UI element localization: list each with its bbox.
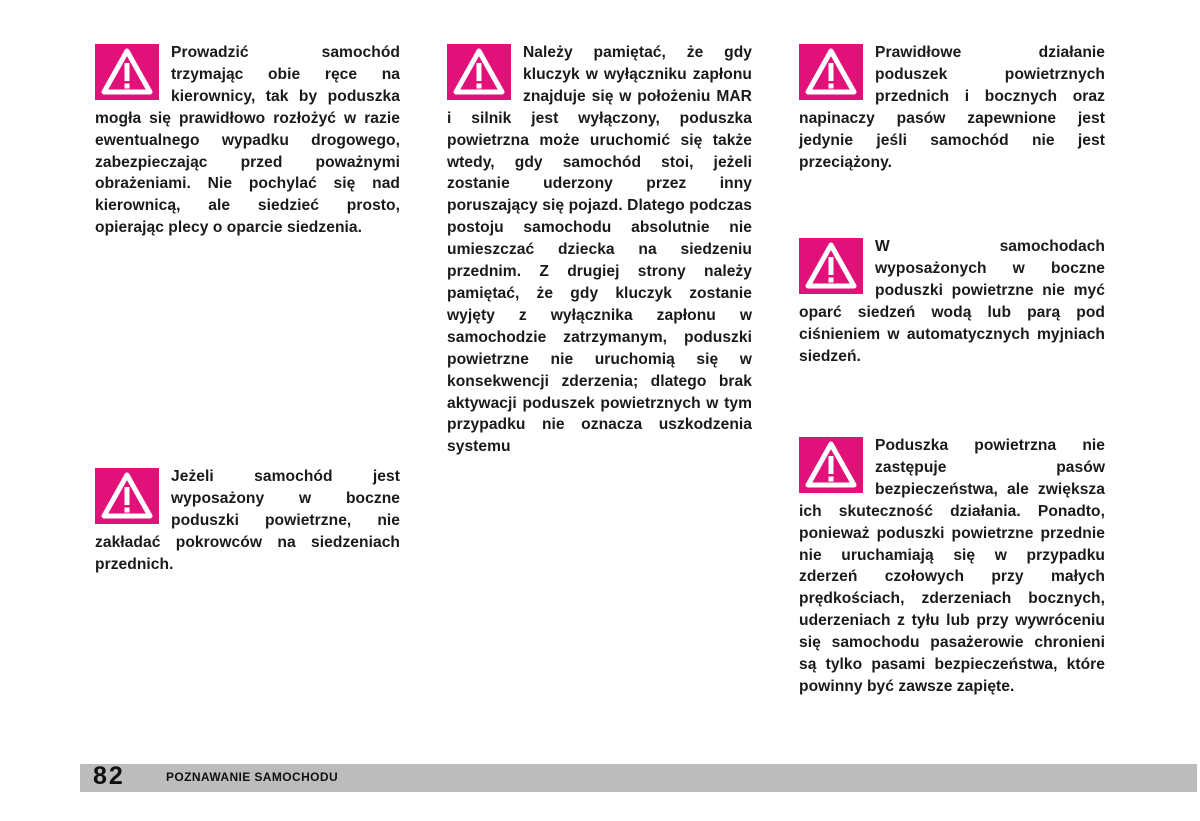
warning-block-6 [799,435,1105,698]
warning-text: Prawidłowe działanie poduszek powietrznych przednich i bocznych oraz napinaczy pasów zapewnione jest jedynie jeśli samochód nie jest przeciążony. [799,44,1105,171]
section-title: POZNAWANIE SAMOCHODU [166,770,339,784]
warning-text: Prowadzić samochód trzymając obie ręce na kierownicy, tak by poduszka mogła się prawidłowo rozłożyć w razie ewentualnego wypadku drogowego, zabezpieczając przed poważnymi obrażeniami. Nie pochylać się nad kierownicą, ale siedzieć prosto, opierając plecy o oparcie siedzenia. [95,44,400,237]
warning-triangle-icon [799,44,863,100]
warning-text: Poduszka powietrzna nie zastępuje pasów bezpieczeństwa, ale zwiększa ich skuteczność działania. Ponadto, ponieważ poduszki powietrzne przednie nie uruchamiają się w przypadku zderzeń czołowych przy małych prędkościach, zderzeniach bocznych, uderzeniach z tyłu lub przy wywróceniu się samochodu pasażerowie chronieni są tylko pasami bezpieczeństwa, które powinny być zawsze zapięte. [799,437,1105,695]
warning-triangle-icon [95,468,159,524]
warning-triangle-icon [95,44,159,100]
warning-block-1 [95,42,400,239]
warning-text: Jeżeli samochód jest wyposażony w boczne poduszki powietrzne, nie zakładać pokrowców na siedzeniach przednich. [95,468,400,573]
warning-triangle-icon [447,44,511,100]
warning-triangle-icon [799,437,863,493]
warning-block-4 [799,42,1105,173]
warning-text: Należy pamiętać, że gdy kluczyk w wyłączniku zapłonu znajduje się w położeniu MAR i silnik jest wyłączony, poduszka powietrzna może uruchomić się także wtedy, gdy samochód stoi, jeżeli zostanie uderzony przez inny poruszający się pojazd. Dlatego podczas postoju samochodu absolutnie nie umieszczać dziecka na siedzeniu przednim. Z drugiej strony należy pamiętać, że gdy kluczyk zostanie wyjęty z wyłącznika zapłonu w samochodzie zatrzymanym, poduszki powietrzne nie uruchomią się w konsekwencji zderzenia; dlatego brak aktywacji poduszek powietrznych w tym przypadku nie oznacza uszkodzenia systemu [447,44,752,456]
warning-text: W samochodach wyposażonych w boczne poduszki powietrzne nie myć oparć siedzeń wodą lub parą pod ciśnieniem w automatycznych myjniach siedzeń. [799,238,1105,365]
warning-block-3 [447,42,752,458]
page-number: 82 [93,762,125,790]
warning-block-5 [799,236,1105,367]
warning-block-2 [95,466,400,576]
warning-triangle-icon [799,238,863,294]
